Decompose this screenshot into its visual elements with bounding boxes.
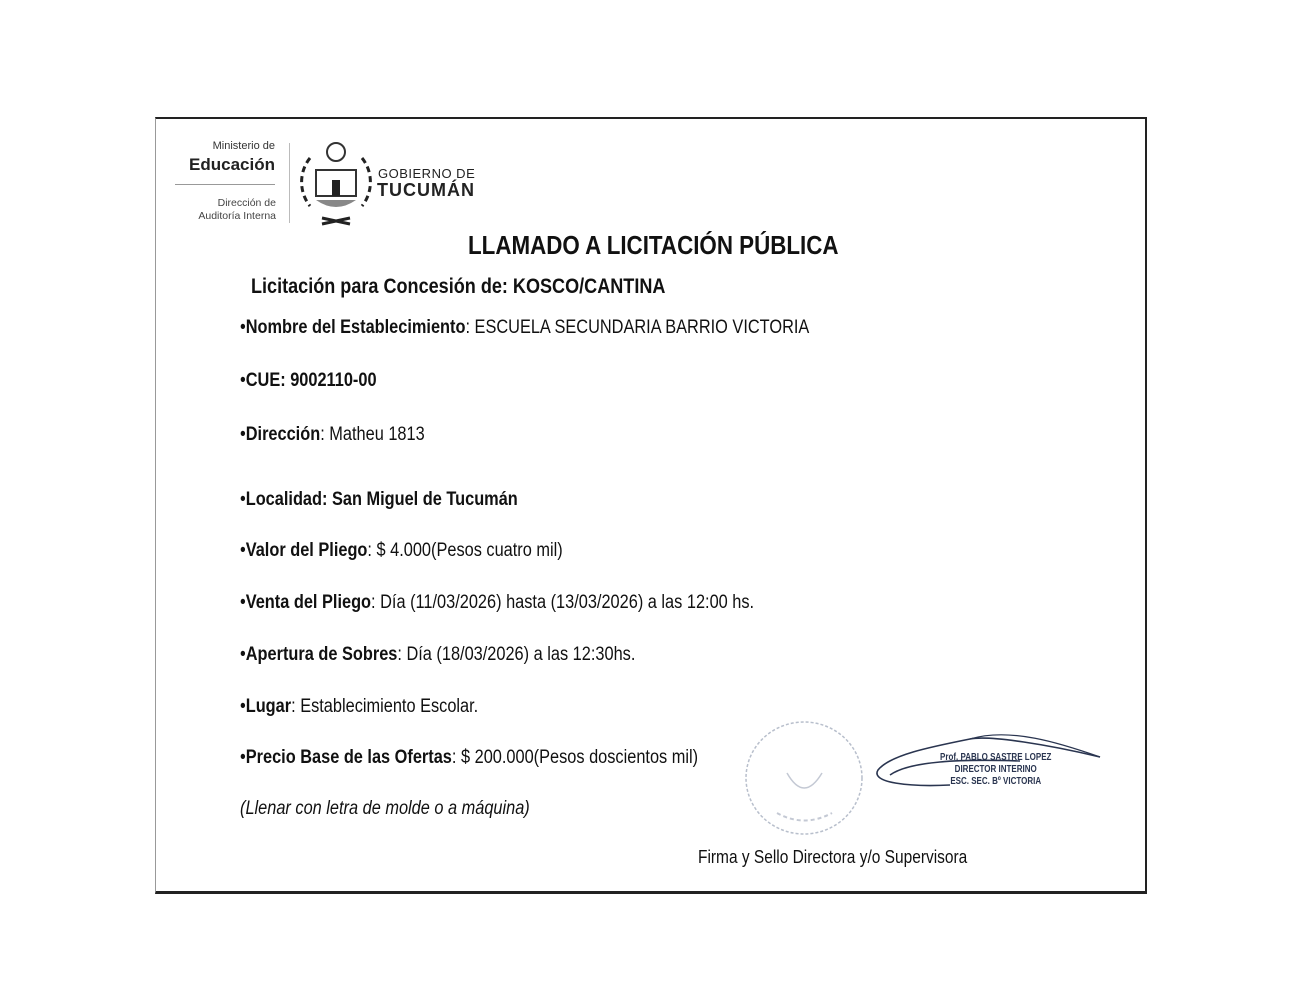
tucuman-label: TUCUMÁN (377, 180, 475, 200)
direccion-label: Dirección de Auditoría Interna (198, 197, 276, 222)
logo-separator (289, 143, 290, 223)
tucuman-coat-of-arms-icon (300, 138, 372, 226)
item-apertura-sobres: •Apertura de Sobres: Día (18/03/2026) a las 12:30hs. (240, 644, 636, 665)
item-precio-base: •Precio Base de las Ofertas: $ 200.000(Pesos doscientos mil) (240, 747, 699, 768)
item-establecimiento: •Nombre del Establecimiento: ESCUELA SECUNDARIA BARRIO VICTORIA (240, 317, 810, 338)
educacion-label: Educación (189, 155, 275, 174)
item-valor-pliego: •Valor del Pliego: $ 4.000(Pesos cuatro mil) (240, 540, 563, 561)
document-subtitle: Licitación para Concesión de: KOSCO/CANTINA (251, 275, 666, 298)
fill-instructions-note: (Llenar con letra de molde o a máquina) (240, 798, 530, 819)
document-title: LLAMADO A LICITACIÓN PÚBLICA (468, 230, 839, 260)
item-cue: •CUE: 9002110-00 (240, 370, 377, 391)
divider (175, 184, 275, 185)
item-lugar: •Lugar: Establecimiento Escolar. (240, 696, 479, 717)
ministerio-label: Ministerio de (212, 140, 275, 152)
signatory-stamp: Prof. PABLO SASTRE LOPEZ DIRECTOR INTERINO ESC. SEC. Bº VICTORIA (940, 752, 1052, 787)
item-venta-pliego: •Venta del Pliego: Día (11/03/2026) hasta (13/03/2026) a las 12:00 hs. (240, 592, 755, 613)
item-localidad: •Localidad: San Miguel de Tucumán (240, 489, 518, 510)
item-direccion: •Dirección: Matheu 1813 (240, 424, 425, 445)
signature-caption: Firma y Sello Directora y/o Supervisora (698, 847, 968, 867)
gobierno-label: GOBIERNO DE (378, 166, 476, 181)
school-seal-stamp-icon (742, 718, 867, 838)
